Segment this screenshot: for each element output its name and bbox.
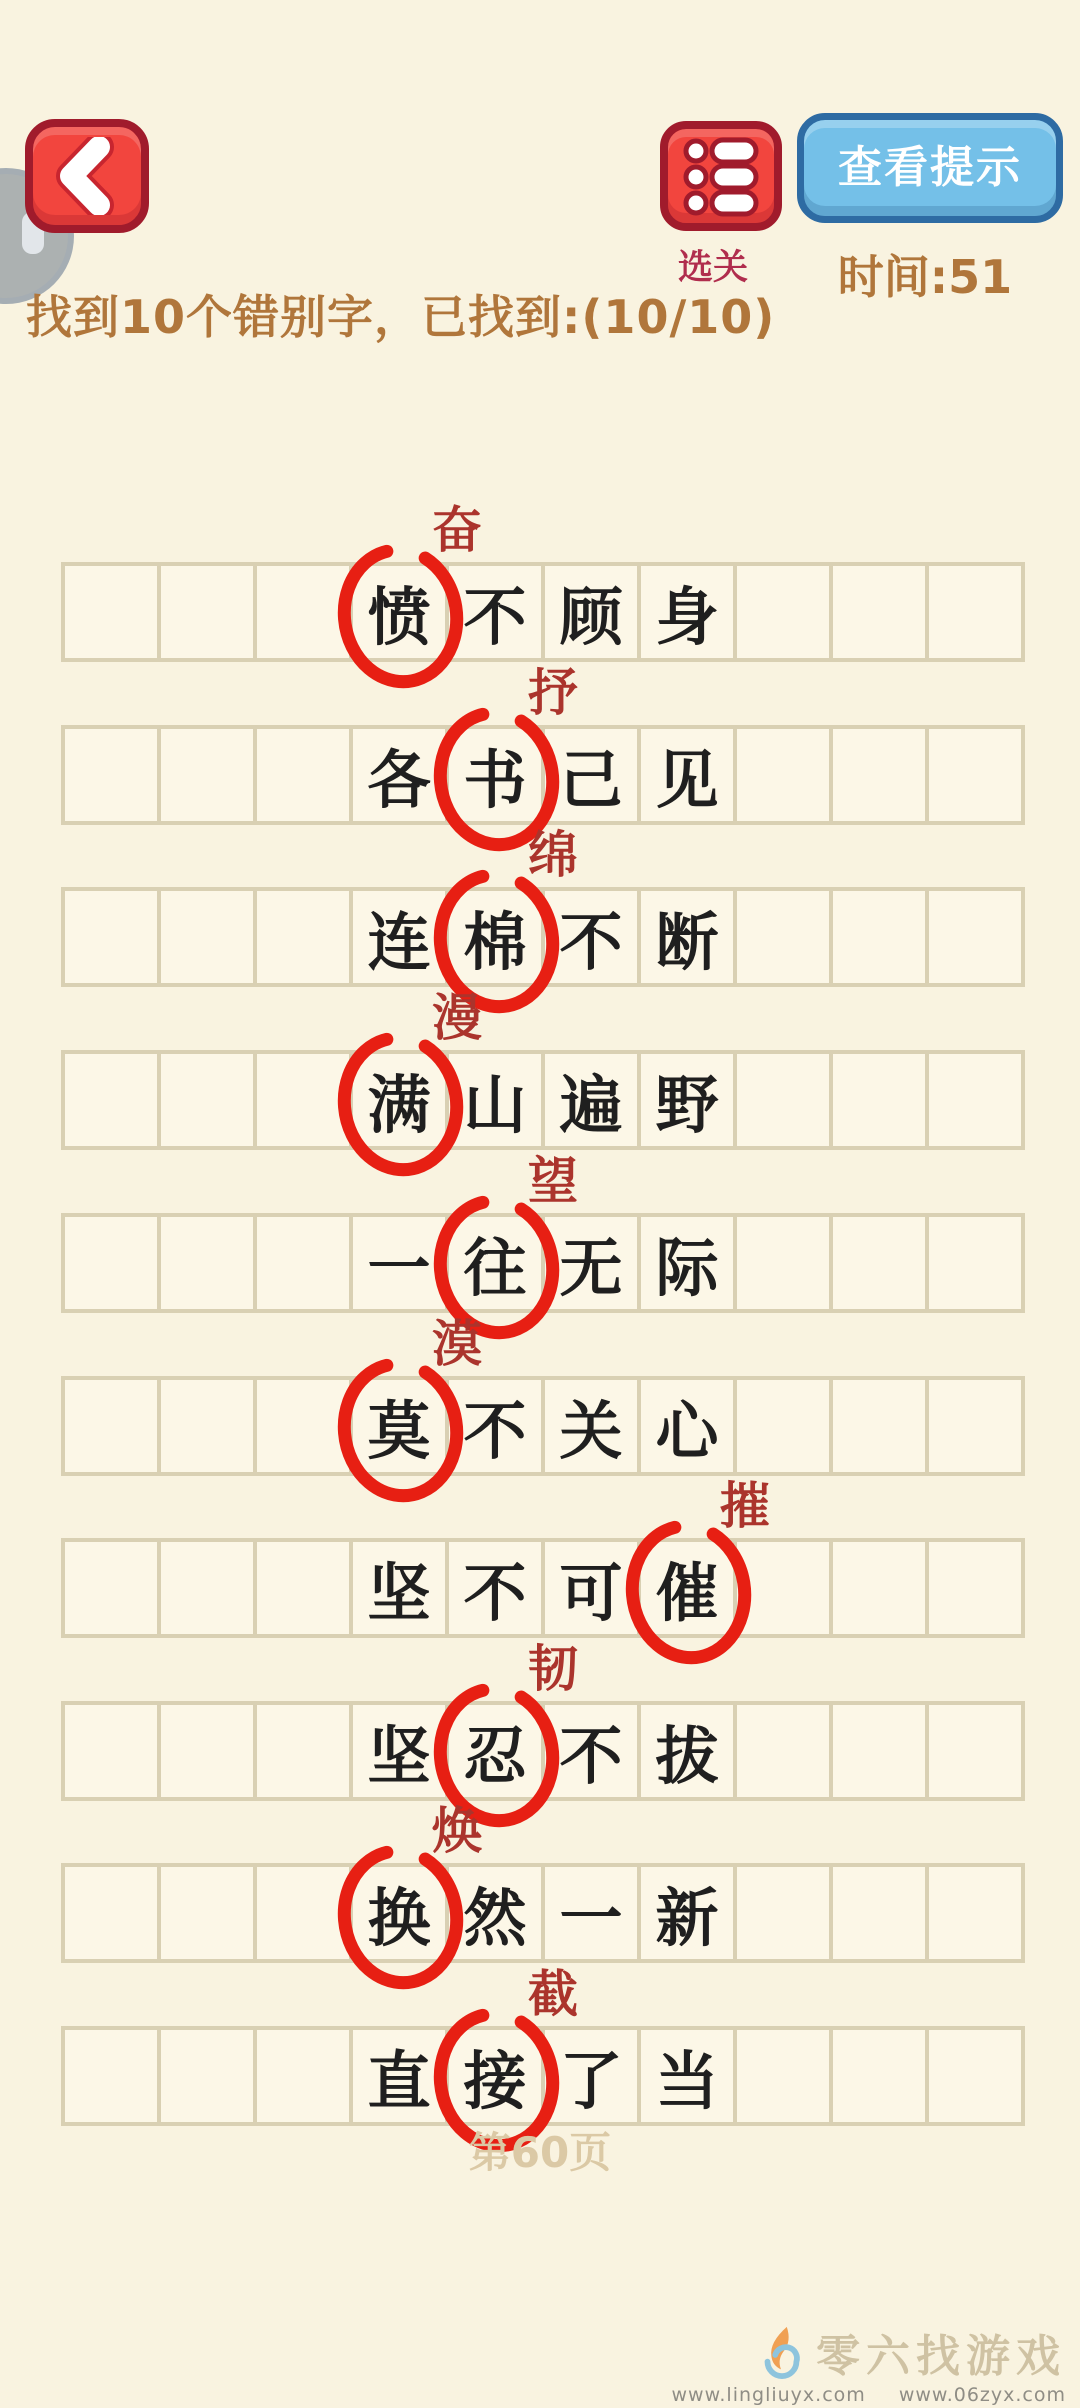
- level-list-icon: [678, 135, 764, 217]
- correction-char: 绵: [528, 826, 578, 884]
- board-cell-char[interactable]: 愤: [351, 564, 447, 660]
- board-cell-empty: [735, 727, 831, 823]
- board-cell-empty: [735, 2028, 831, 2124]
- board-cell-char[interactable]: 直: [351, 2028, 447, 2124]
- board-cell-char[interactable]: 无: [543, 1215, 639, 1311]
- board-cell-char[interactable]: 当: [639, 2028, 735, 2124]
- board-cell-char[interactable]: 各: [351, 727, 447, 823]
- board-cell-char[interactable]: 一: [351, 1215, 447, 1311]
- level-select-button[interactable]: [660, 121, 782, 231]
- board-cell-empty: [831, 889, 927, 985]
- board-cell-char[interactable]: 关: [543, 1378, 639, 1474]
- board-row: [61, 1477, 1025, 1638]
- board-cell-empty: [735, 889, 831, 985]
- board-cell-char[interactable]: 际: [639, 1215, 735, 1311]
- board-cell-empty: [63, 1703, 159, 1799]
- board-cell-empty: [159, 727, 255, 823]
- board-cell-empty: [927, 1703, 1023, 1799]
- board-cell-char[interactable]: 忍: [447, 1703, 543, 1799]
- board-cell-empty: [735, 1052, 831, 1148]
- board-cell-empty: [255, 889, 351, 985]
- correction-char: 截: [528, 1965, 578, 2023]
- watermark-title: 零六找游戏: [816, 2331, 1066, 2382]
- board-cell-empty: [159, 1703, 255, 1799]
- board-cell-empty: [159, 889, 255, 985]
- timer-label: 时间:51: [837, 250, 1013, 304]
- board-cell-empty: [735, 564, 831, 660]
- board-cell-empty: [63, 889, 159, 985]
- board-row: [61, 1152, 1025, 1313]
- board-cell-empty: [159, 1052, 255, 1148]
- board-cell-empty: [927, 1215, 1023, 1311]
- board-cell-empty: [159, 1378, 255, 1474]
- board-cell-char[interactable]: 棉: [447, 889, 543, 985]
- board-cell-empty: [255, 2028, 351, 2124]
- board-cell-char[interactable]: 己: [543, 727, 639, 823]
- correction-char: 抒: [528, 664, 578, 722]
- board-cell-char[interactable]: 新: [639, 1865, 735, 1961]
- board-cell-empty: [735, 1378, 831, 1474]
- board-cell-empty: [255, 564, 351, 660]
- correction-char: 焕: [432, 1802, 482, 1860]
- board-cell-empty: [831, 1865, 927, 1961]
- board-cell-empty: [831, 1378, 927, 1474]
- progress-text: 找到10个错别字，已找到:(10/10): [26, 290, 776, 344]
- board-cell-empty: [63, 564, 159, 660]
- watermark-url-2: www.06zyx.com: [898, 2384, 1066, 2406]
- board-cell-char[interactable]: 不: [447, 1378, 543, 1474]
- board-cell-empty: [831, 1703, 927, 1799]
- board-cell-empty: [63, 1865, 159, 1961]
- watermark-url-1: www.lingliuyx.com: [671, 2384, 866, 2406]
- board-cell-empty: [255, 1540, 351, 1636]
- board-row: [61, 1965, 1025, 2126]
- board-cell-empty: [159, 1540, 255, 1636]
- board-cell-char[interactable]: 可: [543, 1540, 639, 1636]
- board-cell-empty: [831, 1215, 927, 1311]
- board-cell-char[interactable]: 坚: [351, 1540, 447, 1636]
- board-cell-empty: [831, 564, 927, 660]
- board-row: [61, 826, 1025, 987]
- board-cell-char[interactable]: 书: [447, 727, 543, 823]
- correction-char: 奋: [432, 501, 482, 559]
- correction-char: 摧: [720, 1477, 770, 1535]
- board-cell-empty: [63, 1215, 159, 1311]
- board-cell-empty: [927, 1540, 1023, 1636]
- board-cell-char[interactable]: 满: [351, 1052, 447, 1148]
- board-row: [61, 501, 1025, 662]
- board-cell-empty: [735, 1215, 831, 1311]
- board-cell-char[interactable]: 莫: [351, 1378, 447, 1474]
- board-cell-char[interactable]: 接: [447, 2028, 543, 2124]
- board-cell-empty: [735, 1540, 831, 1636]
- board-cell-char[interactable]: 坚: [351, 1703, 447, 1799]
- board-row: [61, 1315, 1025, 1476]
- correction-char: 漠: [432, 1315, 482, 1373]
- board-cell-char[interactable]: 不: [447, 1540, 543, 1636]
- correction-char: 漫: [432, 989, 482, 1047]
- view-hint-button[interactable]: 查看提示: [797, 113, 1063, 223]
- board-cell-char[interactable]: 不: [543, 889, 639, 985]
- board-cell-char[interactable]: 野: [639, 1052, 735, 1148]
- level-select-label: 选关: [677, 248, 748, 288]
- board-row: [61, 1640, 1025, 1801]
- board-cell-empty: [927, 1052, 1023, 1148]
- watermark-logo-icon: [754, 2325, 808, 2379]
- board-cell-empty: [255, 1215, 351, 1311]
- board-cell-char[interactable]: 换: [351, 1865, 447, 1961]
- board-cell-empty: [255, 727, 351, 823]
- board-row: [61, 989, 1025, 1150]
- back-button[interactable]: [25, 119, 149, 233]
- board-cell-empty: [255, 1052, 351, 1148]
- board-cell-empty: [63, 1540, 159, 1636]
- board-cell-empty: [159, 2028, 255, 2124]
- board-cell-empty: [255, 1865, 351, 1961]
- board-cell-empty: [255, 1703, 351, 1799]
- board-row: [61, 664, 1025, 825]
- board-cell-char[interactable]: 了: [543, 2028, 639, 2124]
- board-cell-empty: [927, 1865, 1023, 1961]
- board-cell-char[interactable]: 顾: [543, 564, 639, 660]
- correction-char: 望: [528, 1152, 578, 1210]
- correction-char: 韧: [528, 1640, 578, 1698]
- board-row: [61, 1802, 1025, 1963]
- board-cell-empty: [735, 1703, 831, 1799]
- board-cell-empty: [831, 2028, 927, 2124]
- board-cell-empty: [927, 727, 1023, 823]
- board-cell-char[interactable]: 拔: [639, 1703, 735, 1799]
- board-cell-empty: [927, 2028, 1023, 2124]
- board-cell-char[interactable]: 往: [447, 1215, 543, 1311]
- board-cell-char[interactable]: 催: [639, 1540, 735, 1636]
- board-cell-empty: [63, 1378, 159, 1474]
- back-chevron-icon: [47, 137, 127, 215]
- board-cell-char[interactable]: 遍: [543, 1052, 639, 1148]
- board-cell-empty: [159, 564, 255, 660]
- board-cell-char[interactable]: 见: [639, 727, 735, 823]
- board-cell-empty: [831, 727, 927, 823]
- board-cell-char[interactable]: 不: [447, 564, 543, 660]
- board-cell-empty: [159, 1865, 255, 1961]
- page-number-label: 第60页: [468, 2128, 612, 2177]
- board-cell-char[interactable]: 连: [351, 889, 447, 985]
- board-cell-empty: [831, 1052, 927, 1148]
- board-cell-empty: [63, 2028, 159, 2124]
- board-cell-empty: [927, 889, 1023, 985]
- board-cell-empty: [927, 564, 1023, 660]
- board-cell-char[interactable]: 断: [639, 889, 735, 985]
- board-cell-char[interactable]: 然: [447, 1865, 543, 1961]
- watermark: [646, 2320, 1067, 2406]
- board-cell-empty: [927, 1378, 1023, 1474]
- board-cell-empty: [159, 1215, 255, 1311]
- board-cell-char[interactable]: 不: [543, 1703, 639, 1799]
- board-cell-empty: [63, 1052, 159, 1148]
- board-cell-char[interactable]: 身: [639, 564, 735, 660]
- board-cell-empty: [735, 1865, 831, 1961]
- board-cell-empty: [255, 1378, 351, 1474]
- board-cell-char[interactable]: 一: [543, 1865, 639, 1961]
- board-cell-char[interactable]: 心: [639, 1378, 735, 1474]
- board-cell-char[interactable]: 山: [447, 1052, 543, 1148]
- board-cell-empty: [831, 1540, 927, 1636]
- board-cell-empty: [63, 727, 159, 823]
